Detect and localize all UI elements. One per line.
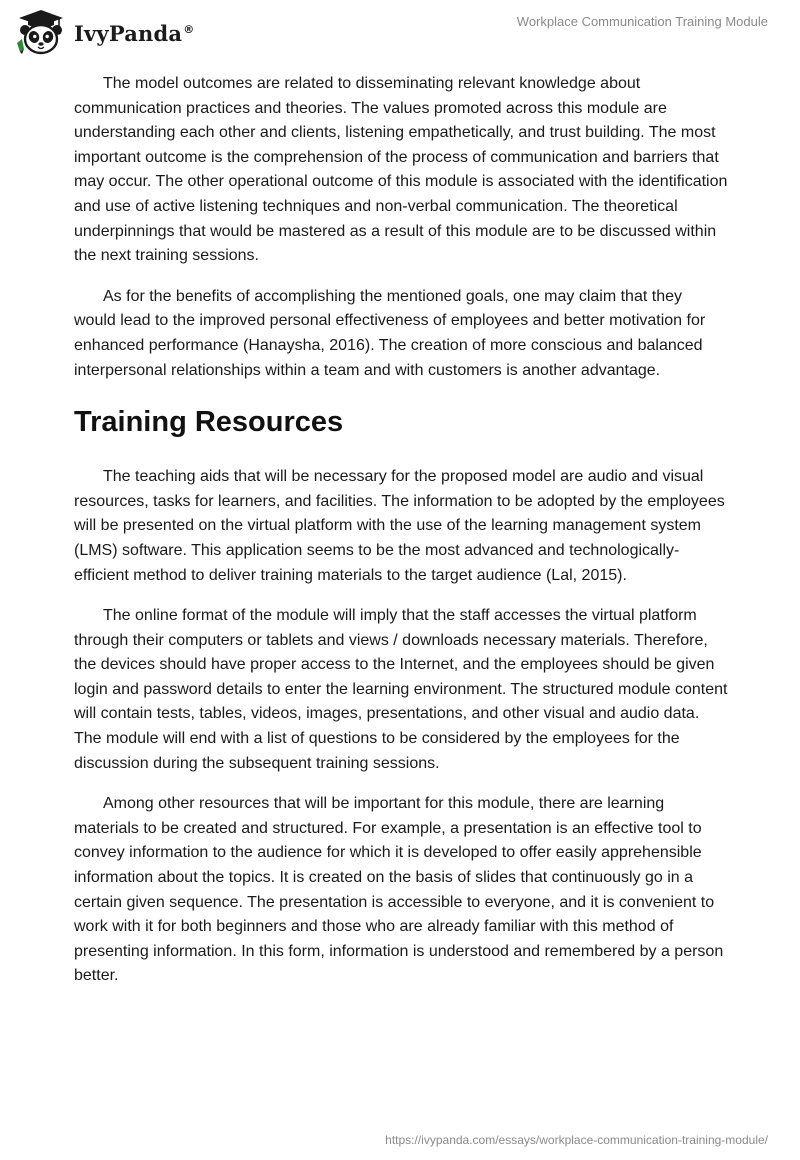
- section-heading: Training Resources: [74, 406, 344, 439]
- brand-name: [74, 21, 194, 46]
- page-header: [0, 0, 800, 60]
- paragraph: The model outcomes are related to disseminating relevant knowledge about communication practices and theories. The values promoted across this module are understanding each other and clients, listening empathetically, and trust building. The most important outcome is the comprehension of the process of communication and barriers that may occur. The other operational outcome of this module is associated with the identification and use of active listening techniques and non-verbal communication. The theoretical underpinnings that would be mastered as a result of this module are to be discussed within the next training sessions.: [74, 75, 728, 265]
- panda-graduate-icon: [14, 9, 68, 55]
- registered-mark: ®: [183, 22, 195, 36]
- brand-logo[interactable]: [14, 9, 194, 55]
- paragraph: Among other resources that will be important for this module, there are learning materials to be created and structured. For example, a presentation is an effective tool to convey information to the audience for which it is developed to offer easily apprehensible information about the topics. It is created on the basis of slides that continuously go in a certain given sequence. The presentation is accessible to everyone, and it is convenient to work with it for both beginners and those who are already familiar with this method of presenting information. In this form, information is understood and remembered by a person better.: [74, 795, 724, 985]
- paragraph: The online format of the module will imply that the staff accesses the virtual platform through their computers or tablets and views / downloads necessary materials. Therefore, the devices should have proper access to the Internet, and the employees should be given login and password details to enter the learning environment. The structured module content will contain tests, tables, videos, images, presentations, and other visual and audio data. The module will end with a list of questions to be considered by the employees for the discussion during the subsequent training sessions.: [74, 607, 728, 772]
- source-url[interactable]: https://ivypanda.com/essays/workplace-communication-training-module/: [385, 1133, 768, 1147]
- document-title: Workplace Communication Training Module: [516, 14, 768, 29]
- brand-name-text: IvyPanda: [74, 20, 183, 46]
- paragraph: As for the benefits of accomplishing the mentioned goals, one may claim that they would lead to the improved personal effectiveness of employees and better motivation for enhanced performance (Hanaysha, 2016). The creation of more conscious and balanced interpersonal relationships within a team and with customers is another advantage.: [74, 287, 706, 379]
- paragraph: The teaching aids that will be necessary for the proposed model are audio and visual resources, tasks for learners, and facilities. The information to be adopted by the employees will be presented on the virtual platform with the use of the learning management system (LMS) software. This application seems to be the most advanced and technologically-efficient method to deliver training materials to the target audience (Lal, 2015).: [74, 468, 725, 584]
- essay-content: [74, 72, 728, 1005]
